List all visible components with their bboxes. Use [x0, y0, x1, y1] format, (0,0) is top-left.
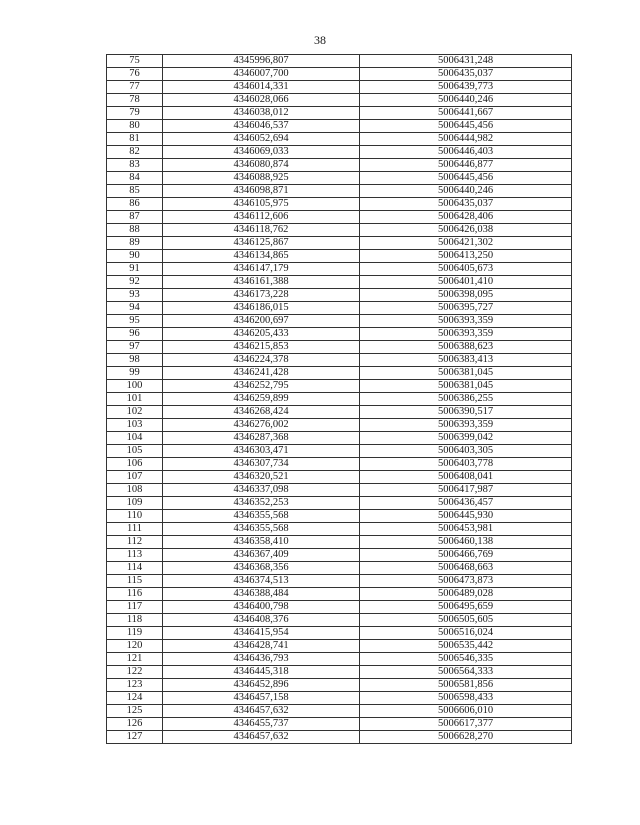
x-coordinate-cell: 4346007,700 — [163, 68, 360, 81]
y-coordinate-cell: 5006460,138 — [360, 536, 572, 549]
point-number-cell: 77 — [107, 81, 163, 94]
x-coordinate-cell: 4346112,606 — [163, 211, 360, 224]
table-row — [107, 302, 572, 315]
x-coordinate-cell: 4346069,033 — [163, 146, 360, 159]
x-coordinate-cell: 4345996,807 — [163, 55, 360, 68]
point-number-cell: 95 — [107, 315, 163, 328]
table-row — [107, 497, 572, 510]
x-coordinate-cell: 4346320,521 — [163, 471, 360, 484]
point-number-cell: 110 — [107, 510, 163, 523]
x-coordinate-cell: 4346358,410 — [163, 536, 360, 549]
x-coordinate-cell: 4346457,158 — [163, 692, 360, 705]
x-coordinate-cell: 4346337,098 — [163, 484, 360, 497]
point-number-cell: 112 — [107, 536, 163, 549]
table-row — [107, 562, 572, 575]
table-row — [107, 627, 572, 640]
y-coordinate-cell: 5006516,024 — [360, 627, 572, 640]
table-row — [107, 393, 572, 406]
table-row — [107, 81, 572, 94]
point-number-cell: 79 — [107, 107, 163, 120]
table-row — [107, 380, 572, 393]
x-coordinate-cell: 4346038,012 — [163, 107, 360, 120]
point-number-cell: 82 — [107, 146, 163, 159]
y-coordinate-cell: 5006473,873 — [360, 575, 572, 588]
table-row — [107, 250, 572, 263]
table-row — [107, 653, 572, 666]
x-coordinate-cell: 4346173,228 — [163, 289, 360, 302]
y-coordinate-cell: 5006393,359 — [360, 419, 572, 432]
point-number-cell: 80 — [107, 120, 163, 133]
point-number-cell: 115 — [107, 575, 163, 588]
y-coordinate-cell: 5006598,433 — [360, 692, 572, 705]
table-row — [107, 588, 572, 601]
table-row — [107, 224, 572, 237]
table-row — [107, 289, 572, 302]
table-row — [107, 536, 572, 549]
y-coordinate-cell: 5006428,406 — [360, 211, 572, 224]
x-coordinate-cell: 4346355,568 — [163, 510, 360, 523]
y-coordinate-cell: 5006417,987 — [360, 484, 572, 497]
x-coordinate-cell: 4346259,899 — [163, 393, 360, 406]
point-number-cell: 78 — [107, 94, 163, 107]
coordinates-table-body — [107, 55, 572, 744]
table-row — [107, 458, 572, 471]
x-coordinate-cell: 4346052,694 — [163, 133, 360, 146]
point-number-cell: 117 — [107, 601, 163, 614]
point-number-cell: 75 — [107, 55, 163, 68]
y-coordinate-cell: 5006381,045 — [360, 380, 572, 393]
y-coordinate-cell: 5006440,246 — [360, 94, 572, 107]
point-number-cell: 101 — [107, 393, 163, 406]
y-coordinate-cell: 5006440,246 — [360, 185, 572, 198]
x-coordinate-cell: 4346215,853 — [163, 341, 360, 354]
table-row — [107, 276, 572, 289]
point-number-cell: 96 — [107, 328, 163, 341]
point-number-cell: 97 — [107, 341, 163, 354]
table-row — [107, 94, 572, 107]
y-coordinate-cell: 5006426,038 — [360, 224, 572, 237]
point-number-cell: 93 — [107, 289, 163, 302]
point-number-cell: 102 — [107, 406, 163, 419]
table-row — [107, 510, 572, 523]
y-coordinate-cell: 5006398,095 — [360, 289, 572, 302]
x-coordinate-cell: 4346352,253 — [163, 497, 360, 510]
x-coordinate-cell: 4346455,737 — [163, 718, 360, 731]
y-coordinate-cell: 5006581,856 — [360, 679, 572, 692]
table-row — [107, 679, 572, 692]
x-coordinate-cell: 4346388,484 — [163, 588, 360, 601]
x-coordinate-cell: 4346241,428 — [163, 367, 360, 380]
y-coordinate-cell: 5006606,010 — [360, 705, 572, 718]
y-coordinate-cell: 5006403,305 — [360, 445, 572, 458]
x-coordinate-cell: 4346014,331 — [163, 81, 360, 94]
point-number-cell: 105 — [107, 445, 163, 458]
table-row — [107, 172, 572, 185]
y-coordinate-cell: 5006444,982 — [360, 133, 572, 146]
y-coordinate-cell: 5006453,981 — [360, 523, 572, 536]
table-row — [107, 523, 572, 536]
y-coordinate-cell: 5006388,623 — [360, 341, 572, 354]
y-coordinate-cell: 5006439,773 — [360, 81, 572, 94]
point-number-cell: 99 — [107, 367, 163, 380]
y-coordinate-cell: 5006390,517 — [360, 406, 572, 419]
x-coordinate-cell: 4346200,697 — [163, 315, 360, 328]
x-coordinate-cell: 4346276,002 — [163, 419, 360, 432]
y-coordinate-cell: 5006386,255 — [360, 393, 572, 406]
table-row — [107, 601, 572, 614]
point-number-cell: 87 — [107, 211, 163, 224]
y-coordinate-cell: 5006436,457 — [360, 497, 572, 510]
table-row — [107, 120, 572, 133]
point-number-cell: 116 — [107, 588, 163, 601]
x-coordinate-cell: 4346428,741 — [163, 640, 360, 653]
table-row — [107, 575, 572, 588]
x-coordinate-cell: 4346252,795 — [163, 380, 360, 393]
x-coordinate-cell: 4346307,734 — [163, 458, 360, 471]
table-row — [107, 55, 572, 68]
table-row — [107, 341, 572, 354]
x-coordinate-cell: 4346287,368 — [163, 432, 360, 445]
table-row — [107, 640, 572, 653]
y-coordinate-cell: 5006399,042 — [360, 432, 572, 445]
y-coordinate-cell: 5006403,778 — [360, 458, 572, 471]
x-coordinate-cell: 4346028,066 — [163, 94, 360, 107]
point-number-cell: 81 — [107, 133, 163, 146]
x-coordinate-cell: 4346368,356 — [163, 562, 360, 575]
x-coordinate-cell: 4346186,015 — [163, 302, 360, 315]
point-number-cell: 123 — [107, 679, 163, 692]
x-coordinate-cell: 4346355,568 — [163, 523, 360, 536]
y-coordinate-cell: 5006617,377 — [360, 718, 572, 731]
point-number-cell: 91 — [107, 263, 163, 276]
table-row — [107, 68, 572, 81]
x-coordinate-cell: 4346367,409 — [163, 549, 360, 562]
y-coordinate-cell: 5006383,413 — [360, 354, 572, 367]
table-row — [107, 419, 572, 432]
table-row — [107, 367, 572, 380]
y-coordinate-cell: 5006408,041 — [360, 471, 572, 484]
point-number-cell: 114 — [107, 562, 163, 575]
x-coordinate-cell: 4346445,318 — [163, 666, 360, 679]
point-number-cell: 98 — [107, 354, 163, 367]
y-coordinate-cell: 5006445,456 — [360, 120, 572, 133]
y-coordinate-cell: 5006441,667 — [360, 107, 572, 120]
point-number-cell: 88 — [107, 224, 163, 237]
point-number-cell: 104 — [107, 432, 163, 445]
point-number-cell: 108 — [107, 484, 163, 497]
y-coordinate-cell: 5006628,270 — [360, 731, 572, 744]
x-coordinate-cell: 4346134,865 — [163, 250, 360, 263]
x-coordinate-cell: 4346224,378 — [163, 354, 360, 367]
y-coordinate-cell: 5006445,930 — [360, 510, 572, 523]
point-number-cell: 124 — [107, 692, 163, 705]
y-coordinate-cell: 5006421,302 — [360, 237, 572, 250]
coordinates-table — [106, 54, 572, 744]
x-coordinate-cell: 4346457,632 — [163, 731, 360, 744]
x-coordinate-cell: 4346452,896 — [163, 679, 360, 692]
y-coordinate-cell: 5006468,663 — [360, 562, 572, 575]
table-row — [107, 705, 572, 718]
y-coordinate-cell: 5006446,403 — [360, 146, 572, 159]
x-coordinate-cell: 4346161,388 — [163, 276, 360, 289]
y-coordinate-cell: 5006393,359 — [360, 328, 572, 341]
x-coordinate-cell: 4346408,376 — [163, 614, 360, 627]
table-row — [107, 107, 572, 120]
y-coordinate-cell: 5006381,045 — [360, 367, 572, 380]
x-coordinate-cell: 4346205,433 — [163, 328, 360, 341]
y-coordinate-cell: 5006405,673 — [360, 263, 572, 276]
point-number-cell: 109 — [107, 497, 163, 510]
x-coordinate-cell: 4346088,925 — [163, 172, 360, 185]
point-number-cell: 103 — [107, 419, 163, 432]
y-coordinate-cell: 5006489,028 — [360, 588, 572, 601]
x-coordinate-cell: 4346118,762 — [163, 224, 360, 237]
point-number-cell: 120 — [107, 640, 163, 653]
y-coordinate-cell: 5006535,442 — [360, 640, 572, 653]
table-row — [107, 471, 572, 484]
point-number-cell: 94 — [107, 302, 163, 315]
x-coordinate-cell: 4346080,874 — [163, 159, 360, 172]
point-number-cell: 125 — [107, 705, 163, 718]
x-coordinate-cell: 4346125,867 — [163, 237, 360, 250]
table-row — [107, 315, 572, 328]
point-number-cell: 83 — [107, 159, 163, 172]
table-row — [107, 692, 572, 705]
y-coordinate-cell: 5006546,335 — [360, 653, 572, 666]
y-coordinate-cell: 5006393,359 — [360, 315, 572, 328]
x-coordinate-cell: 4346105,975 — [163, 198, 360, 211]
y-coordinate-cell: 5006495,659 — [360, 601, 572, 614]
point-number-cell: 106 — [107, 458, 163, 471]
table-row — [107, 185, 572, 198]
table-row — [107, 263, 572, 276]
x-coordinate-cell: 4346436,793 — [163, 653, 360, 666]
point-number-cell: 92 — [107, 276, 163, 289]
x-coordinate-cell: 4346268,424 — [163, 406, 360, 419]
table-row — [107, 614, 572, 627]
y-coordinate-cell: 5006466,769 — [360, 549, 572, 562]
x-coordinate-cell: 4346457,632 — [163, 705, 360, 718]
table-row — [107, 237, 572, 250]
y-coordinate-cell: 5006505,605 — [360, 614, 572, 627]
point-number-cell: 89 — [107, 237, 163, 250]
table-row — [107, 484, 572, 497]
point-number-cell: 90 — [107, 250, 163, 263]
y-coordinate-cell: 5006435,037 — [360, 198, 572, 211]
table-row — [107, 718, 572, 731]
x-coordinate-cell: 4346415,954 — [163, 627, 360, 640]
y-coordinate-cell: 5006445,456 — [360, 172, 572, 185]
x-coordinate-cell: 4346147,179 — [163, 263, 360, 276]
point-number-cell: 126 — [107, 718, 163, 731]
x-coordinate-cell: 4346374,513 — [163, 575, 360, 588]
y-coordinate-cell: 5006564,333 — [360, 666, 572, 679]
x-coordinate-cell: 4346400,798 — [163, 601, 360, 614]
y-coordinate-cell: 5006401,410 — [360, 276, 572, 289]
table-row — [107, 432, 572, 445]
table-row — [107, 211, 572, 224]
table-row — [107, 198, 572, 211]
point-number-cell: 84 — [107, 172, 163, 185]
point-number-cell: 86 — [107, 198, 163, 211]
y-coordinate-cell: 5006446,877 — [360, 159, 572, 172]
table-row — [107, 666, 572, 679]
table-row — [107, 406, 572, 419]
point-number-cell: 111 — [107, 523, 163, 536]
point-number-cell: 119 — [107, 627, 163, 640]
y-coordinate-cell: 5006395,727 — [360, 302, 572, 315]
x-coordinate-cell: 4346046,537 — [163, 120, 360, 133]
point-number-cell: 113 — [107, 549, 163, 562]
table-row — [107, 445, 572, 458]
point-number-cell: 100 — [107, 380, 163, 393]
y-coordinate-cell: 5006435,037 — [360, 68, 572, 81]
point-number-cell: 122 — [107, 666, 163, 679]
x-coordinate-cell: 4346098,871 — [163, 185, 360, 198]
x-coordinate-cell: 4346303,471 — [163, 445, 360, 458]
table-row — [107, 731, 572, 744]
point-number-cell: 76 — [107, 68, 163, 81]
table-row — [107, 549, 572, 562]
y-coordinate-cell: 5006431,248 — [360, 55, 572, 68]
page-number: 38 — [314, 33, 326, 47]
table-row — [107, 146, 572, 159]
point-number-cell: 127 — [107, 731, 163, 744]
point-number-cell: 107 — [107, 471, 163, 484]
table-row — [107, 354, 572, 367]
point-number-cell: 118 — [107, 614, 163, 627]
table-row — [107, 133, 572, 146]
table-row — [107, 159, 572, 172]
point-number-cell: 85 — [107, 185, 163, 198]
y-coordinate-cell: 5006413,250 — [360, 250, 572, 263]
table-row — [107, 328, 572, 341]
point-number-cell: 121 — [107, 653, 163, 666]
